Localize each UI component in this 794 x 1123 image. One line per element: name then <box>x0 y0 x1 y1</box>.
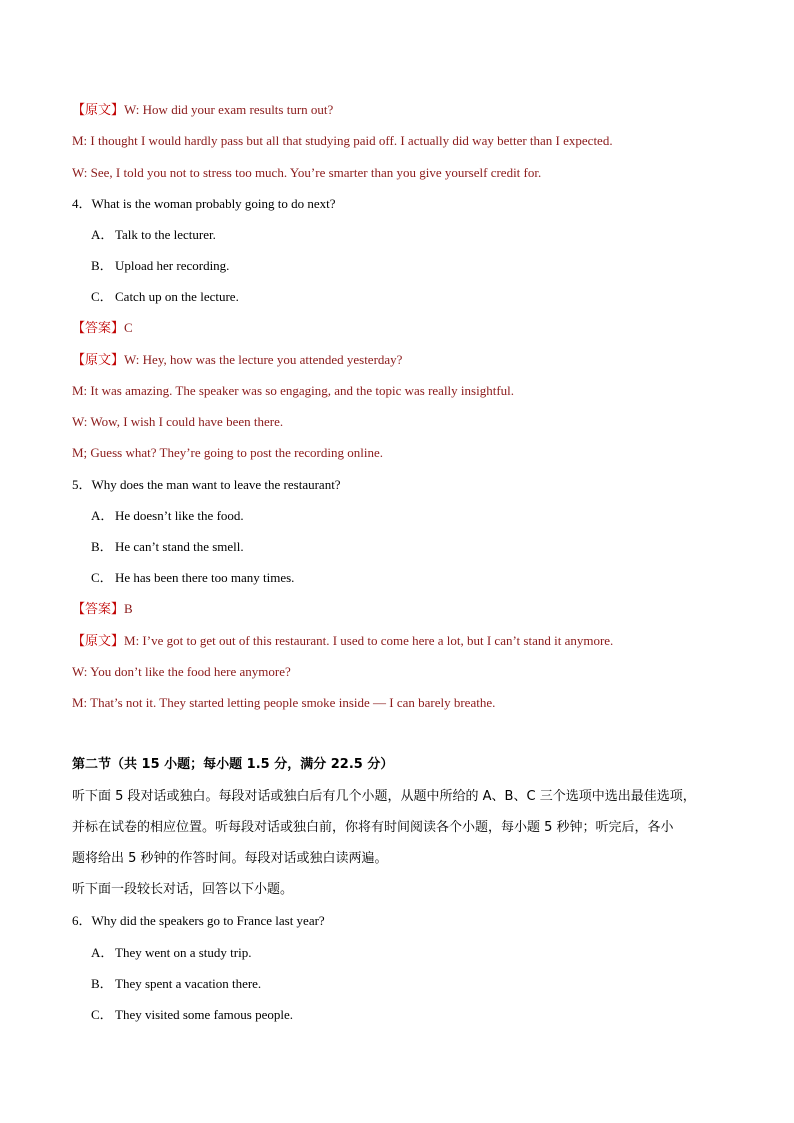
q5-answer <box>72 601 133 617</box>
option-letter: B． <box>91 539 113 554</box>
option-letter: C． <box>91 570 113 585</box>
section2-instructions-1: 听下面 5 段对话或独白。每段对话或独白后有几个小题，从题中所给的 A、B、C 三个选项中选出最佳选项， <box>72 789 696 804</box>
q6-option-a <box>91 945 251 961</box>
transcript-text: M: I’ve got to get out of this restaurant. I used to come here a lot, but I can’t stand it anymore. <box>124 633 614 648</box>
transcript-text: W: Hey, how was the lecture you attended yesterday? <box>124 352 403 367</box>
q5-option-b <box>91 539 244 555</box>
section2-instructions-3: 题将给出 5 秒钟的作答时间。每段对话或独白读两遍。 <box>72 851 388 866</box>
option-text: Talk to the lecturer. <box>115 227 216 242</box>
option-text: They went on a study trip. <box>115 945 252 960</box>
section2-instructions-4: 听下面一段较长对话，回答以下小题。 <box>72 882 294 897</box>
option-text: Upload her recording. <box>115 258 230 273</box>
option-letter: C． <box>91 1007 113 1022</box>
section2-instructions-2: 并标在试卷的相应位置。听每段对话或独白前，你将有时间阅读各个小题，每小题 5 秒钟；听完后，各小 <box>72 820 674 835</box>
q3-transcript-w1 <box>72 102 333 118</box>
q5-option-a <box>91 508 244 524</box>
option-text: He doesn’t like the food. <box>115 508 244 523</box>
q4-question: 4．What is the woman probably going to do next? <box>72 196 336 211</box>
q5-transcript-m1 <box>72 633 613 649</box>
option-text: He can’t stand the smell. <box>115 539 244 554</box>
q4-transcript-w2: W: Wow, I wish I could have been there. <box>72 414 284 429</box>
option-text: Catch up on the lecture. <box>115 289 239 304</box>
option-text: He has been there too many times. <box>115 570 295 585</box>
option-letter: C． <box>91 289 113 304</box>
q4-transcript-m2: M; Guess what? They’re going to post the recording online. <box>72 445 383 460</box>
q6-option-b <box>91 976 261 992</box>
q5-question: 5．Why does the man want to leave the restaurant? <box>72 477 341 492</box>
q6-question: 6．Why did the speakers go to France last year? <box>72 913 325 928</box>
answer-value: B <box>124 601 133 616</box>
option-letter: B． <box>91 258 113 273</box>
transcript-text: W: How did your exam results turn out? <box>124 102 334 117</box>
answer-tag: 【答案】 <box>72 321 125 336</box>
q4-option-c <box>91 289 239 305</box>
option-text: They spent a vacation there. <box>115 976 262 991</box>
q3-transcript-m1: M: I thought I would hardly pass but all that studying paid off. I actually did way better than I expected. <box>72 133 613 148</box>
script-tag: 【原文】 <box>72 634 125 649</box>
option-text: They visited some famous people. <box>115 1007 293 1022</box>
q5-transcript-m2: M: That’s not it. They started letting people smoke inside — I can barely breathe. <box>72 695 496 710</box>
q4-option-a <box>91 227 216 243</box>
q5-option-c <box>91 570 294 586</box>
option-letter: A． <box>91 508 114 523</box>
q4-transcript-m1: M: It was amazing. The speaker was so engaging, and the topic was really insightful. <box>72 383 515 398</box>
answer-value: C <box>124 320 133 335</box>
q3-transcript-w2: W: See, I told you not to stress too much. You’re smarter than you give yourself credit for. <box>72 165 542 180</box>
answer-tag: 【答案】 <box>72 602 125 617</box>
q4-option-b <box>91 258 229 274</box>
script-tag: 【原文】 <box>72 353 125 368</box>
q4-transcript-w1 <box>72 352 402 368</box>
q6-option-c <box>91 1007 293 1023</box>
option-letter: B． <box>91 976 113 991</box>
option-letter: A． <box>91 945 114 960</box>
q5-transcript-w1: W: You don’t like the food here anymore? <box>72 664 291 679</box>
q4-answer <box>72 320 133 336</box>
script-tag: 【原文】 <box>72 103 125 118</box>
section2-heading: 第二节（共 15 小题；每小题 1.5 分，满分 22.5 分） <box>72 757 394 772</box>
option-letter: A． <box>91 227 114 242</box>
